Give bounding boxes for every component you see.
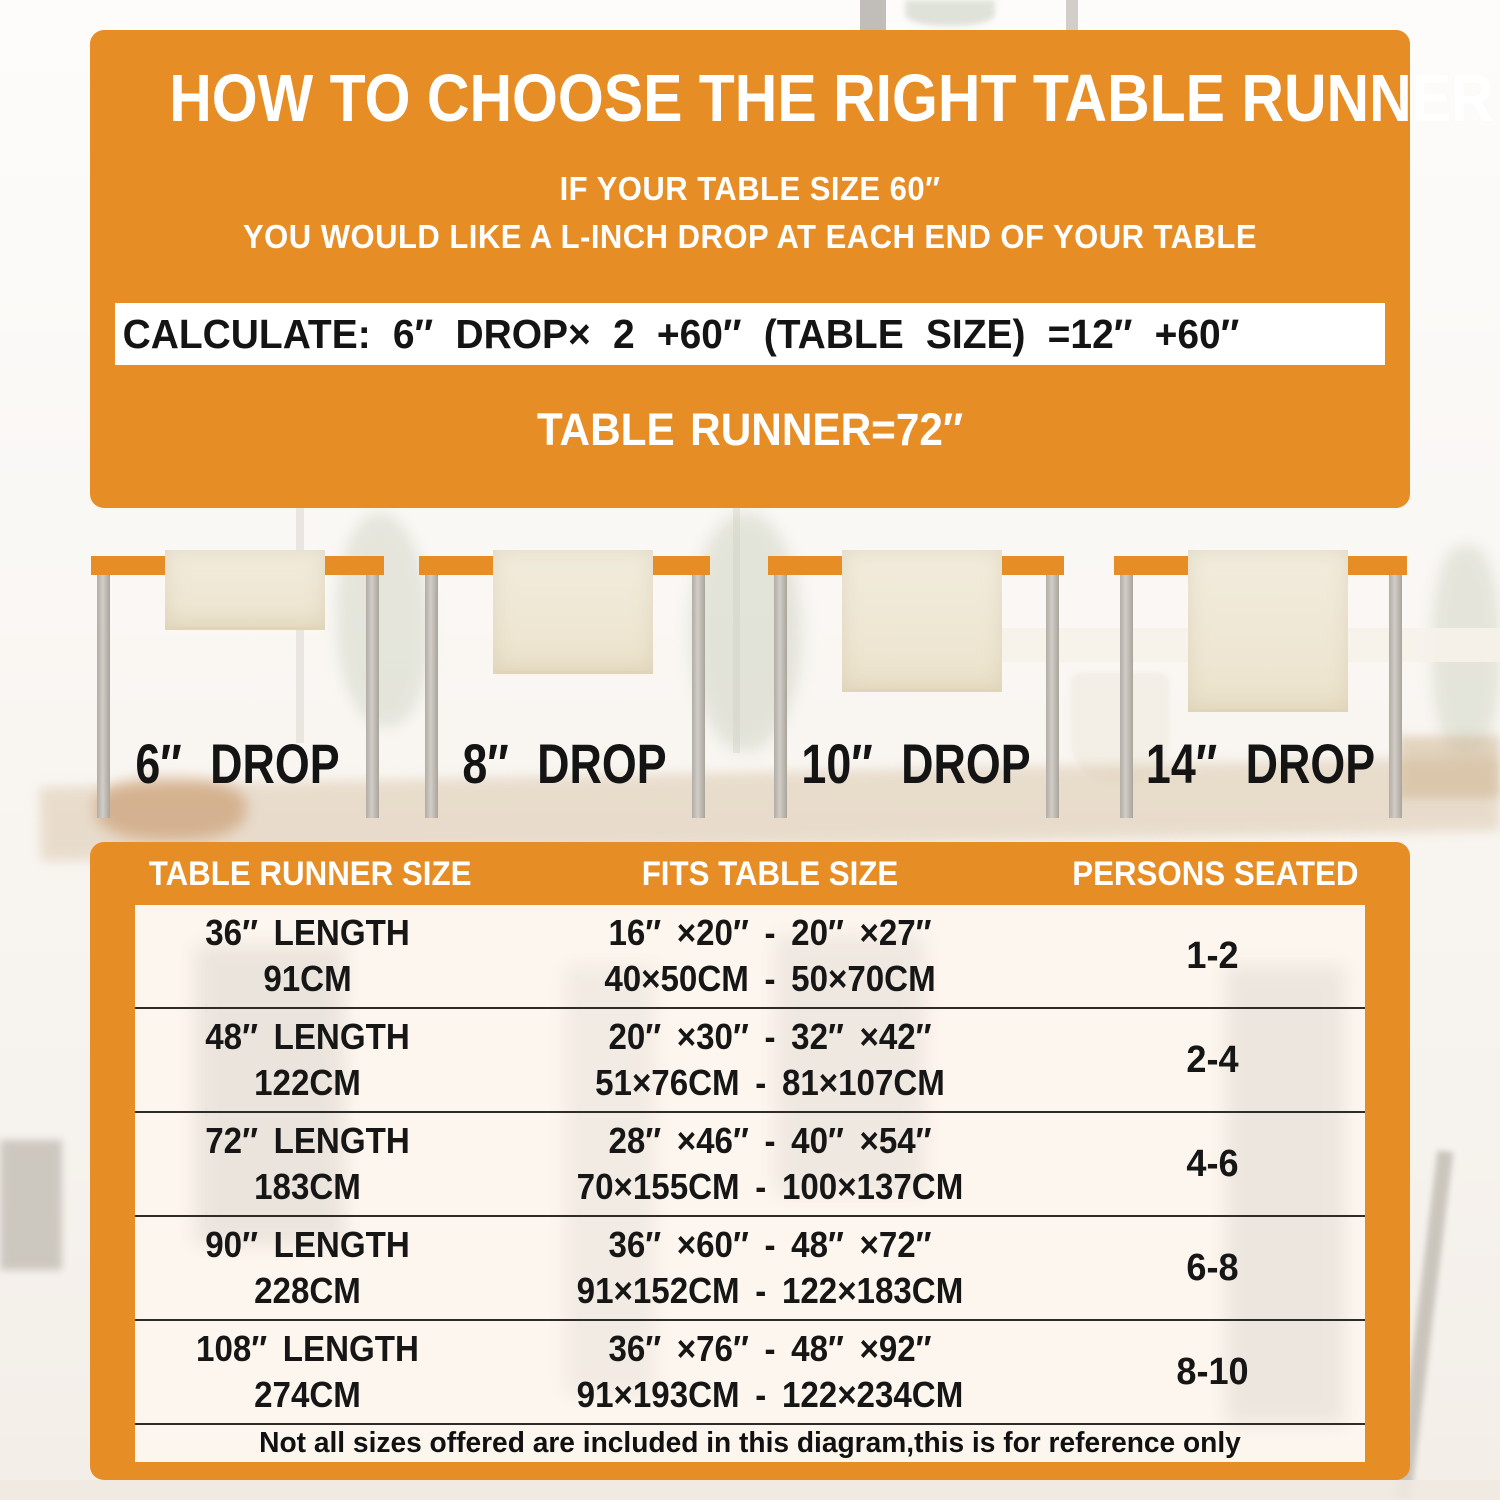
fits-table-size-cell [480,1222,1060,1314]
subtitle-line1: IF YOUR TABLE SIZE 60″ [559,170,941,207]
size-table-row [135,1113,1365,1217]
table-diagram-8-drop [419,550,710,830]
fits-table-size-cell [480,1326,1060,1418]
footnote: Not all sizes offered are included in this diagram,this is for reference only [259,1427,1241,1459]
fits-table-size-cell [480,1118,1060,1210]
runner-size-cm: 228CM [254,1270,361,1311]
table-runner-cloth [165,550,325,630]
column-header-fits-table-size: FITS TABLE SIZE [641,855,899,893]
fits-size-inches: 20″ ×30″ - 32″ ×42″ [608,1016,932,1057]
table-diagram-14-drop [1114,550,1407,830]
drop-label: 14″ DROP [1145,732,1376,795]
runner-size-inches: 36″ LENGTH [205,912,410,953]
persons-seated-cell: 2-4 [1186,1038,1239,1081]
size-table-row [135,905,1365,1009]
size-chart-header [135,855,1365,894]
fits-size-inches: 28″ ×46″ - 40″ ×54″ [608,1120,932,1161]
fits-table-size-cell [480,1014,1060,1106]
column-header-persons-seated: PERSONS SEATED [1072,855,1359,893]
runner-size-cm: 122CM [254,1062,361,1103]
persons-seated-cell: 6-8 [1186,1246,1239,1289]
drop-label: 8″ DROP [462,732,667,795]
background-window-post-icon [860,0,886,34]
background-cabinet-icon [0,1140,62,1270]
drop-label: 6″ DROP [135,732,340,795]
table-runner-cloth [1188,550,1348,712]
table-runner-cloth [493,550,653,674]
background-plant-icon [905,0,995,26]
calculation-bar [115,303,1385,365]
table-diagram-10-drop [768,550,1064,830]
size-chart-panel [90,842,1410,1480]
runner-size-inches: 108″ LENGTH [196,1328,419,1369]
size-table [135,905,1365,1462]
subtitle-line2: YOU WOULD LIKE A L-INCH DROP AT EACH END OF YOUR TABLE [243,218,1257,255]
runner-size-cm: 183CM [254,1166,361,1207]
runner-size-inches: 90″ LENGTH [205,1224,410,1265]
runner-result-text: TABLE RUNNER=72″ [536,404,964,455]
persons-seated-cell: 1-2 [1186,934,1239,977]
fits-size-cm: 91×152CM - 122×183CM [576,1270,964,1311]
fits-size-cm: 51×76CM - 81×107CM [595,1062,945,1103]
runner-size-cell [135,1326,480,1418]
background-window-post-icon [1066,0,1078,30]
runner-size-cell [135,1014,480,1106]
persons-seated-cell: 4-6 [1186,1142,1239,1185]
calculation-text: CALCULATE: 6″ DROP× 2 +60″ (TABLE SIZE) =12″ +60″ [122,310,1240,357]
runner-size-cm: 91CM [263,958,352,999]
runner-size-cell [135,910,480,1002]
fits-size-inches: 16″ ×20″ - 20″ ×27″ [608,912,932,953]
table-runner-cloth [842,550,1002,692]
fits-table-size-cell [480,910,1060,1002]
runner-size-inches: 48″ LENGTH [205,1016,410,1057]
size-table-row [135,1321,1365,1425]
fits-size-cm: 91×193CM - 122×234CM [576,1374,964,1415]
fits-size-inches: 36″ ×60″ - 48″ ×72″ [608,1224,932,1265]
fits-size-cm: 40×50CM - 50×70CM [604,958,936,999]
runner-size-inches: 72″ LENGTH [205,1120,410,1161]
size-table-row [135,1217,1365,1321]
runner-size-cm: 274CM [254,1374,361,1415]
fits-size-cm: 70×155CM - 100×137CM [576,1166,964,1207]
runner-size-cell [135,1222,480,1314]
runner-size-cell [135,1118,480,1210]
column-header-runner-size: TABLE RUNNER SIZE [148,855,472,893]
fits-size-inches: 36″ ×76″ - 48″ ×92″ [608,1328,932,1369]
drop-label: 10″ DROP [801,732,1031,795]
size-table-row [135,1009,1365,1113]
page-title: HOW TO CHOOSE THE RIGHT TABLE RUNNER [169,61,1494,136]
header-banner [90,30,1494,508]
table-diagram-6-drop [91,550,384,830]
background-floor [0,1480,1500,1500]
persons-seated-cell: 8-10 [1176,1350,1249,1393]
